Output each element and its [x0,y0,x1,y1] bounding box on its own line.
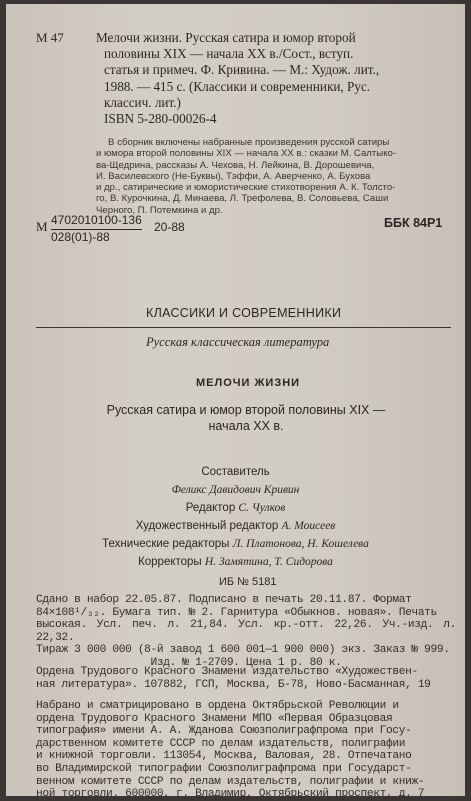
credit-tech-editors: Технические редакторы Л. Платонова, Н. Кошелева [102,538,369,550]
book-page [6,4,465,801]
publisher-line: Ордена Трудового Красного Знамени издательство «Художествен- [36,666,418,678]
catalog-code: М 47 [36,30,64,45]
biblio-line: 1988. — 415 с. (Классики и современники, Рус. [104,78,371,94]
divider [36,327,451,328]
bbk-code: ББК 84Р1 [384,216,443,230]
printing-line: дарственном комитете СССР по делам издательств, полиграфии [36,737,406,750]
index-letter: М [36,219,48,234]
book-subtitle [86,402,406,434]
biblio-line: классич. лит.) [104,94,181,110]
bibliographic-record [96,30,451,127]
annotation-line: и юмора второй половины XIX — начала XX в.: сказки М. Салтыко- [96,148,397,160]
credit-compiler-name: Феликс Давидович Кривин [171,484,300,496]
credit-compiler-label: Составитель [201,466,270,478]
series-name: КЛАССИКИ И СОВРЕМЕННИКИ [146,306,342,320]
credit-art-editor: Художественный редактор А. Моисеев [135,520,336,532]
isbn: ISBN 5-280-00026-4 [104,111,217,127]
imprint-line: Тираж 3 000 000 (8-й завод 1 600 001—1 900 000) экз. Заказ № 999. [36,644,450,657]
annotation-line: и др., сатирические и юмористические стихотворения А. К. Толсто- [96,182,396,194]
fraction-denominator: 028(01)-88 [51,230,110,244]
imprint-line: Изд. № 1-2709. Цена 1 р. 80 к. [150,656,342,669]
imprint-line: высокая. Усл. печ. л. 21,84. Усл. кр.-отт. 22,26. Уч.-изд. л. 22,32. [36,619,456,644]
credit-proofreaders: Корректоры Н. Замятина, Т. Сидорова [138,556,333,568]
biblio-line: статья и примеч. Ф. Кривина. — М.: Худож. лит., [104,62,380,78]
printing-line: венном комитете СССР по делам издательств, полиграфии и книж- [36,775,425,788]
printing-line: Набрано и сматрицировано в ордена Октябрьской Революции и [36,700,399,712]
publisher-block [36,666,456,691]
biblio-line: половины XIX — начала XX в./Сост., вступ. [104,46,354,62]
fraction-tail: 20-88 [154,220,185,234]
subseries-name: Русская классическая литература [146,335,330,349]
biblio-line: Мелочи жизни. Русская сатира и юмор второй [96,30,356,45]
imprint-line: 84×108¹/₃₂. Бумага тип. № 2. Гарнитура «Обыкнов. новая». Печать [36,606,437,619]
printing-line: ордена Трудового Красного Знамени МПО «Первая Образцовая [36,712,393,725]
imprint-block [36,594,456,670]
printing-block [36,700,456,801]
printing-line: ной торговли. 600000, г. Владимир, Октябрьский проспект, д. 7 [36,788,425,801]
publisher-line: ная литература». 107882, ГСП, Москва, Б-78, Ново-Басманная, 19 [36,678,431,691]
subtitle-line: Русская сатира и юмор второй половины XIX — [106,403,386,417]
credit-editor: Редактор С. Чулков [185,502,286,514]
printing-line: и книжной торговли. 113054, Москва, Валовая, 28. Отпечатано [36,750,412,763]
annotation-line: ва-Щедрина, рассказы А. Чехова, Н. Лейкина, В. Дорошевича, [96,159,375,171]
annotation-line: В сборник включены набранные произведения русской сатиры [108,137,390,148]
annotation-line: Черного, П. Потемкина и др. [96,204,223,216]
printing-line: типография» имени А. А. Жданова Союзполиграфпрома при Госу- [36,725,412,738]
ib-number: ИБ № 5181 [219,576,277,588]
book-title: МЕЛОЧИ ЖИЗНИ [196,377,301,389]
fraction-numerator: 4702010100-136 [51,213,142,230]
printing-line: во Владимирской типографии Союзполиграфпрома при Государст- [36,762,412,775]
imprint-line: Сдано в набор 22.05.87. Подписано в печать 20.11.87. Формат [36,594,412,606]
annotation [96,137,451,216]
annotation-line: го, В. Курочкина, Д. Минаева, Л. Трефолева, В. Соловьева, Саши [96,193,389,205]
subtitle-line: начала XX в. [208,419,284,433]
annotation-line: И. Василевского (Не-Буквы), Тэффи, А. Аверченко, А. Бухова [96,170,371,182]
catalog-fraction [51,213,142,245]
